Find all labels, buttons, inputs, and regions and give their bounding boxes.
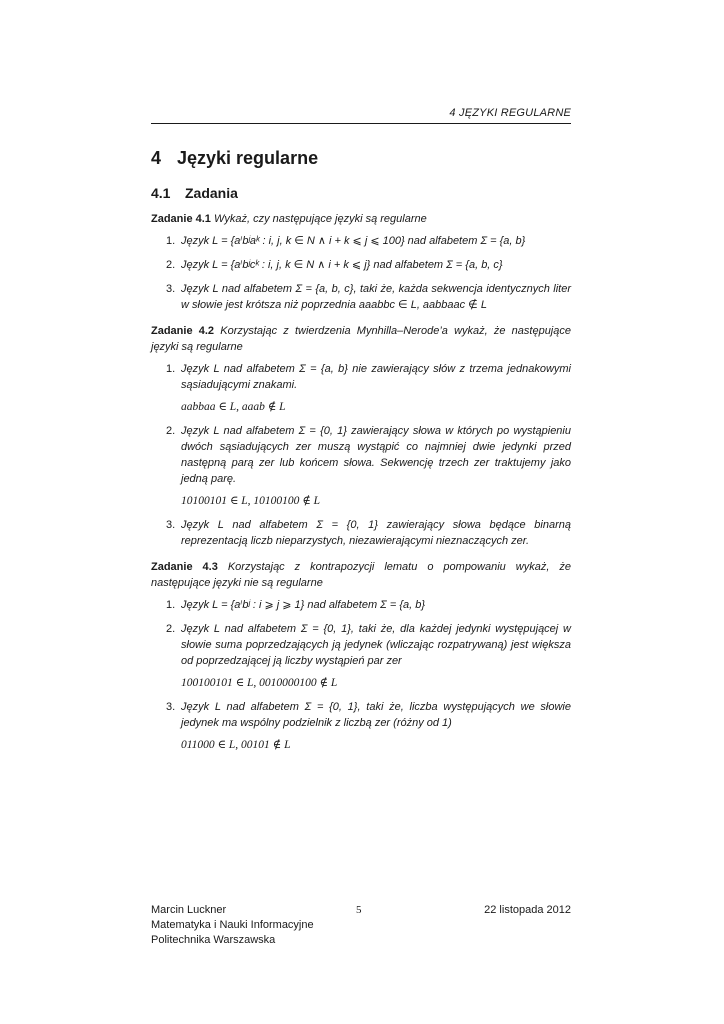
item-number: 3.: [166, 701, 176, 713]
item-number: 1.: [166, 235, 176, 247]
item-text: Język L = {aⁱbʲ : i ⩾ j ⩾ 1} nad alfabetem Σ = {a, b}: [181, 599, 426, 611]
list-item: [151, 423, 571, 509]
item-text: Język L nad alfabetem Σ = {0, 1}, taki że, liczba występujących we słowie jedynek ma wspólny podzielnik z liczbą zer (różny od 1): [181, 701, 571, 729]
item-example: 100100101 ∈ L, 0010000100 ∉ L: [181, 677, 338, 689]
task-intro: Korzystając z twierdzenia Mynhilla–Nerode’a wykaż, że następujące języki są regularne: [151, 325, 571, 353]
task-head: [151, 559, 571, 591]
task-items: [151, 597, 571, 753]
subsection-number: 4.1: [151, 185, 171, 201]
footer-department: Matematyka i Nauki Informacyjne: [151, 919, 314, 931]
item-example: aabbaa ∈ L, aaab ∉ L: [181, 401, 286, 413]
item-text: Język L = {aⁱbʲaᵏ : i, j, k ∈ N ∧ i + k ⩽ j ⩽ 100} nad alfabetem Σ = {a, b}: [181, 235, 526, 247]
list-item: [151, 281, 571, 313]
item-number: 2.: [166, 623, 176, 635]
item-number: 1.: [166, 363, 176, 375]
section-title-text: Języki regularne: [177, 148, 319, 168]
task-4-3: [151, 559, 571, 753]
item-number: 2.: [166, 259, 176, 271]
footer-author: Marcin Luckner: [151, 904, 227, 916]
running-header: [151, 107, 571, 124]
task-label: Zadanie 4.2: [151, 325, 215, 337]
task-intro: Wykaż, czy następujące języki są regularne: [213, 213, 427, 225]
item-text: Język L = {aⁱbʲcᵏ : i, j, k ∈ N ∧ i + k ⩽ j} nad alfabetem Σ = {a, b, c}: [181, 259, 503, 271]
task-head: [151, 323, 571, 355]
task-items: [151, 361, 571, 549]
subsection-title: [151, 185, 571, 201]
item-text: Język L nad alfabetem Σ = {0, 1}, taki że, dla każdej jedynki występującej w słowie suma poprzedzających ją jedynek (wliczając rozpatrywaną) jest większa od poprzedzającej ją liczby wystąpień par zer: [181, 623, 571, 667]
item-number: 3.: [166, 519, 176, 531]
section-title: [151, 148, 571, 169]
task-intro: Korzystając z kontrapozycji lematu o pompowaniu wykaż, że następujące języki nie są regularne: [151, 561, 571, 589]
footer-university: Politechnika Warszawska: [151, 934, 276, 946]
item-example: 10100101 ∈ L, 10100100 ∉ L: [181, 495, 321, 507]
task-4-2: [151, 323, 571, 549]
item-number: 1.: [166, 599, 176, 611]
list-item: [151, 597, 571, 613]
item-text: Język L nad alfabetem Σ = {0, 1} zawierający słowa będące binarną reprezentacją liczb nieparzystych, niezawierającymi nieznaczących zer.: [181, 519, 571, 547]
section-number: 4: [151, 148, 162, 168]
running-header-title: 4 JĘZYKI REGULARNE: [449, 107, 571, 119]
item-text: Język L nad alfabetem Σ = {a, b, c}, taki że, każda sekwencja identycznych liter w słowie jest krótsza niż poprzednia aaabbc ∈ L, aabbaac ∉ L: [181, 283, 571, 311]
item-example: 011000 ∈ L, 00101 ∉ L: [181, 739, 291, 751]
list-item: [151, 517, 571, 549]
list-item: [151, 621, 571, 691]
list-item: [151, 699, 571, 753]
list-item: [151, 233, 571, 249]
page-number: 5: [356, 904, 362, 916]
item-text: Język L nad alfabetem Σ = {a, b} nie zawierający słów z trzema jednakowymi sąsiadującymi znakami.: [181, 363, 571, 391]
footer-date: 22 listopada 2012: [484, 904, 571, 916]
task-head: [151, 211, 571, 227]
subsection-title-text: Zadania: [185, 185, 238, 201]
item-number: 2.: [166, 425, 176, 437]
list-item: [151, 361, 571, 415]
task-label: Zadanie 4.1: [151, 213, 211, 225]
task-4-1: [151, 211, 571, 313]
task-label: Zadanie 4.3: [151, 561, 218, 573]
list-item: [151, 257, 571, 273]
item-number: 3.: [166, 283, 176, 295]
page-content: [151, 148, 571, 763]
item-text: Język L nad alfabetem Σ = {0, 1} zawierający słowa w których po wystąpieniu dwóch sąsiadujących zer muszą wystąpić co najmniej dwie jedynki przed następną parą zer lub końcem słowa. Sekwencję trzech zer traktujemy jako jedną parę.: [181, 425, 571, 485]
footer-affiliation: [151, 903, 314, 948]
task-items: [151, 233, 571, 313]
